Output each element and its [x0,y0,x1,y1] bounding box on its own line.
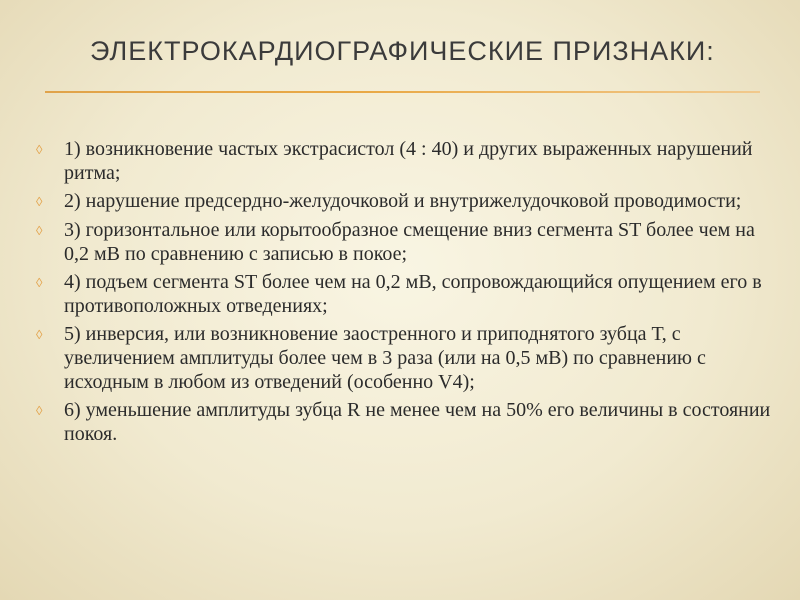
bullet-diamond-icon: ◊ [36,223,43,238]
title-divider [45,91,760,93]
list-item-text: 3) горизонтальное или корытообразное смещение вниз сегмента ST более чем на 0,2 мВ по сравнению с записью в покое; [64,219,755,265]
list-item-text: 2) нарушение предсердно-желудочковой и внутрижелудочковой проводимости; [64,190,742,212]
bullet-diamond-icon: ◊ [36,194,43,209]
bullet-diamond-icon: ◊ [36,403,43,418]
list-item-text: 6) уменьшение амплитуды зубца R не менее чем на 50% его величины в состоянии покоя. [64,399,771,445]
list-item [36,189,776,214]
list-item [36,218,776,266]
bullet-diamond-icon: ◊ [36,275,43,290]
bullet-diamond-icon: ◊ [36,327,43,342]
bullet-list [36,137,776,450]
list-item-text: 5) инверсия, или возникновение заостренного и приподнятого зубца Т, с увеличением амплитуды более чем в 3 раза (или на 0,5 мВ) по сравнению с исходным в любом из отведений (особенно V4); [64,323,706,393]
list-item [36,322,776,394]
list-item [36,137,776,185]
list-item [36,270,776,318]
list-item [36,398,776,446]
list-item-text: 4) подъем сегмента ST более чем на 0,2 мВ, сопровождающийся опущением его в противоположных отведениях; [64,271,762,317]
bullet-diamond-icon: ◊ [36,142,43,157]
list-item-text: 1) возникновение частых экстрасистол (4 : 40) и других выраженных нарушений ритма; [64,138,753,184]
slide-title: ЭЛЕКТРОКАРДИОГРАФИЧЕСКИЕ ПРИЗНАКИ: [90,36,715,66]
